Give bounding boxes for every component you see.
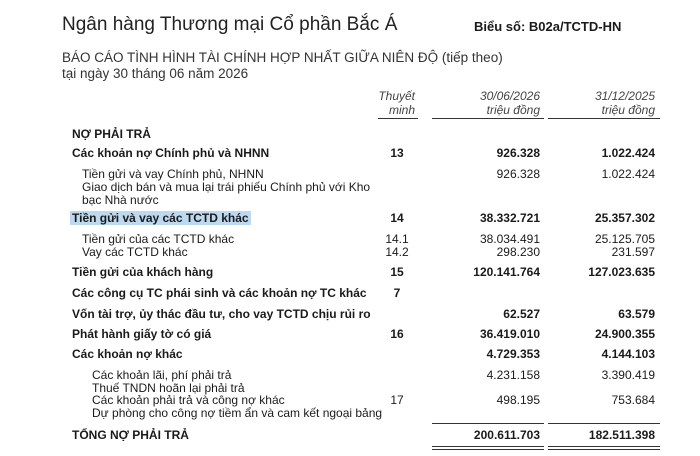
header-underline-note (378, 118, 418, 119)
col-note-header-2: minh (388, 103, 415, 117)
total-line-prev-1 (548, 446, 660, 447)
row-prev: 231.597 (611, 245, 655, 259)
row-note: 14.2 (385, 245, 409, 259)
subtotal-line-cur (432, 423, 544, 424)
row-cur: 4.729.353 (486, 347, 540, 361)
subtotal-line-prev (548, 423, 660, 424)
row-label: bạc Nhà nước (82, 193, 159, 207)
row-label: Thuế TNDN hoãn lại phải trả (92, 381, 245, 395)
form-number: Biểu số: B02a/TCTD-HN (474, 19, 622, 34)
row-cur: 62.527 (503, 307, 540, 321)
row-cur: 120.141.764 (473, 265, 540, 279)
row-label (72, 211, 251, 225)
row-cur: 498.195 (496, 393, 540, 407)
row-prev: 25.357.302 (594, 211, 655, 225)
row-prev: 1.022.424 (601, 167, 655, 181)
header-underline-cur (432, 118, 544, 119)
report-date: tại ngày 30 tháng 06 năm 2026 (62, 66, 249, 81)
bank-name: Ngân hàng Thương mại Cổ phần Bắc Á (62, 14, 398, 35)
row-label: Vốn tài trợ, ủy thác đầu tư, cho vay TCTD chịu rủi ro (72, 307, 371, 321)
row-label: Tiền gửi của các TCTD khác (82, 232, 235, 246)
row-prev: 182.511.398 (588, 428, 655, 442)
total-line-cur-2 (432, 449, 544, 450)
row-cur: 38.332.721 (479, 211, 540, 225)
row-label: Các khoản phải trả và công nợ khác (92, 393, 285, 407)
row-label: Phát hành giấy tờ có giá (72, 327, 212, 341)
row-note: 7 (393, 286, 401, 300)
row-note: 14.1 (385, 232, 409, 246)
report-title: BÁO CÁO TÌNH HÌNH TÀI CHÍNH HỢP NHẤT GIỮA NIÊN ĐỘ (tiếp theo) (62, 50, 503, 65)
total-line-prev-2 (548, 449, 660, 450)
row-label: Các khoản nợ khác (72, 347, 183, 361)
row-label: Các công cụ TC phái sinh và các khoản nợ TC khác (72, 286, 367, 300)
total-line-cur-1 (432, 446, 544, 447)
row-note: 13 (390, 146, 404, 160)
row-prev: 1.022.424 (601, 146, 655, 160)
row-prev: 63.579 (618, 307, 655, 321)
row-cur: 926.328 (496, 146, 540, 160)
row-prev: 753.684 (611, 393, 655, 407)
row-label: Dự phòng cho công nợ tiềm ẩn và cam kết ngoại bảng (92, 406, 383, 420)
col-cur-unit: triệu đồng (486, 103, 540, 117)
col-note-header-1: Thuyết (378, 89, 415, 103)
row-cur: 38.034.491 (479, 232, 540, 246)
row-label: TỔNG NỢ PHẢI TRẢ (72, 428, 189, 442)
row-cur: 36.419.010 (479, 327, 540, 341)
row-label: Vay các TCTD khác (82, 245, 188, 259)
row-cur: 298.230 (496, 245, 540, 259)
row-label: Các khoản lãi, phí phải trả (92, 368, 232, 382)
row-label: NỢ PHẢI TRẢ (72, 127, 151, 141)
row-cur: 4.231.158 (486, 368, 540, 382)
row-cur: 200.611.703 (473, 428, 540, 442)
row-note: 14 (390, 211, 404, 225)
row-note: 16 (390, 327, 404, 341)
col-cur-date: 30/06/2026 (479, 89, 540, 103)
row-label: Tiền gửi và vay Chính phủ, NHNN (82, 167, 264, 181)
col-prev-unit: triệu đồng (601, 103, 655, 117)
header-underline-prev (548, 118, 660, 119)
row-prev: 3.390.419 (601, 368, 655, 382)
row-label: Các khoản nợ Chính phủ và NHNN (72, 146, 270, 160)
row-note: 15 (390, 265, 404, 279)
row-label: Giao dịch bán và mua lại trái phiếu Chính phủ với Kho (82, 180, 371, 194)
highlighted-label: Tiền gửi và vay các TCTD khác (72, 211, 249, 225)
col-prev-date: 31/12/2025 (594, 89, 655, 103)
row-prev: 127.023.635 (588, 265, 655, 279)
row-note: 17 (390, 393, 404, 407)
row-label: Tiền gửi của khách hàng (72, 265, 214, 279)
row-cur: 926.328 (496, 167, 540, 181)
row-prev: 25.125.705 (594, 232, 655, 246)
row-prev: 4.144.103 (601, 347, 655, 361)
row-prev: 24.900.355 (594, 327, 655, 341)
